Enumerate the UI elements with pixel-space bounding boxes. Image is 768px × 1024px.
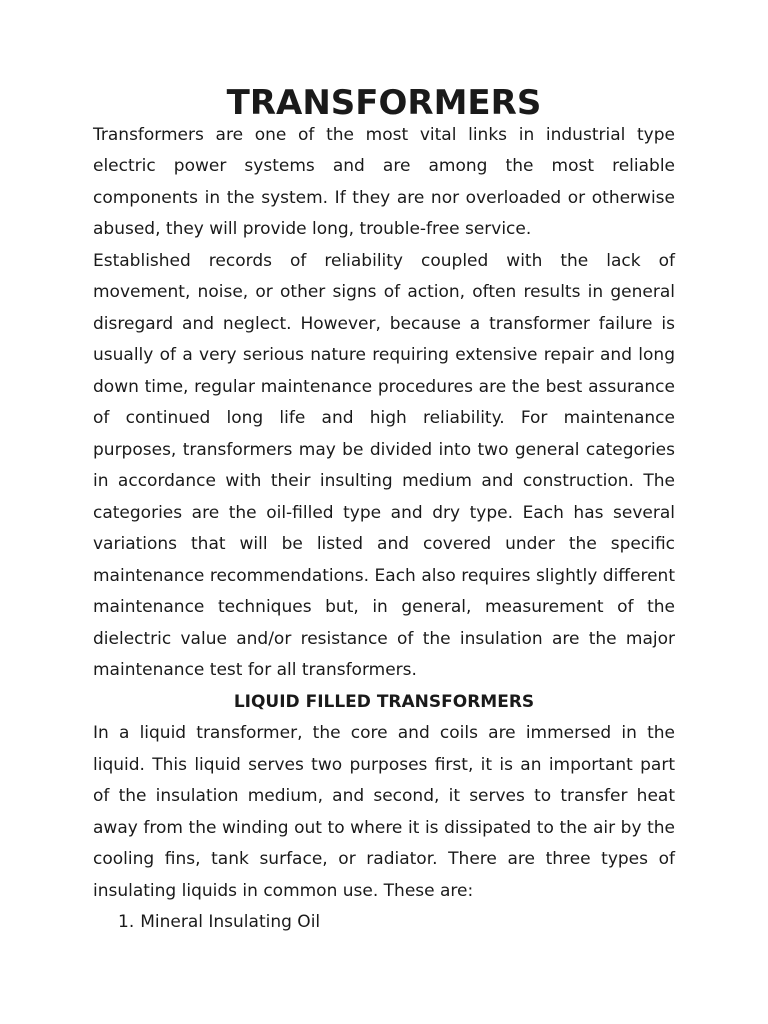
section-title: LIQUID FILLED TRANSFORMERS <box>233 691 535 712</box>
paragraph-intro: Transformers are one of the most vital links in industrial type electric power systems and are among the most reliable components in the system. If they are nor overloaded or otherwise abused, they will provide long, trouble-free service. <box>93 124 675 239</box>
paragraph-liquid: In a liquid transformer, the core and coils are immersed in the liquid. This liquid serves two purposes first, it is an important part of the insulation medium, and second, it serves to transfer heat away from the winding out to where it is dissipated to the air by the cooling fins, tank surface, or radiator. There are three types of insulating liquids in common use. These are: <box>93 723 675 901</box>
document-title: TRANSFORMERS <box>226 83 542 123</box>
paragraph-reliability: Established records of reliability coupled with the lack of movement, noise, or other signs of action, often results in general disregard and neglect. However, because a transformer failure is usually of a very serious nature requiring extensive repair and long down time, regular maintenance procedures are the best assurance of continued long life and high reliability. For maintenance purposes, transformers may be divided into two general categories in accordance with their insulting medium and construction. The categories are the oil-filled type and dry type. Each has several variations that will be listed and covered under the specific maintenance recommendations. Each also requires slightly different maintenance techniques but, in general, measurement of the dielectric value and/or resistance of the insulation are the major maintenance test for all transformers. <box>93 250 675 680</box>
document-page <box>93 83 675 939</box>
insulating-liquid-list <box>93 907 675 939</box>
list-item-text: Mineral Insulating Oil <box>140 912 321 932</box>
list-item <box>93 907 675 939</box>
list-item-number: 1. <box>118 912 135 932</box>
